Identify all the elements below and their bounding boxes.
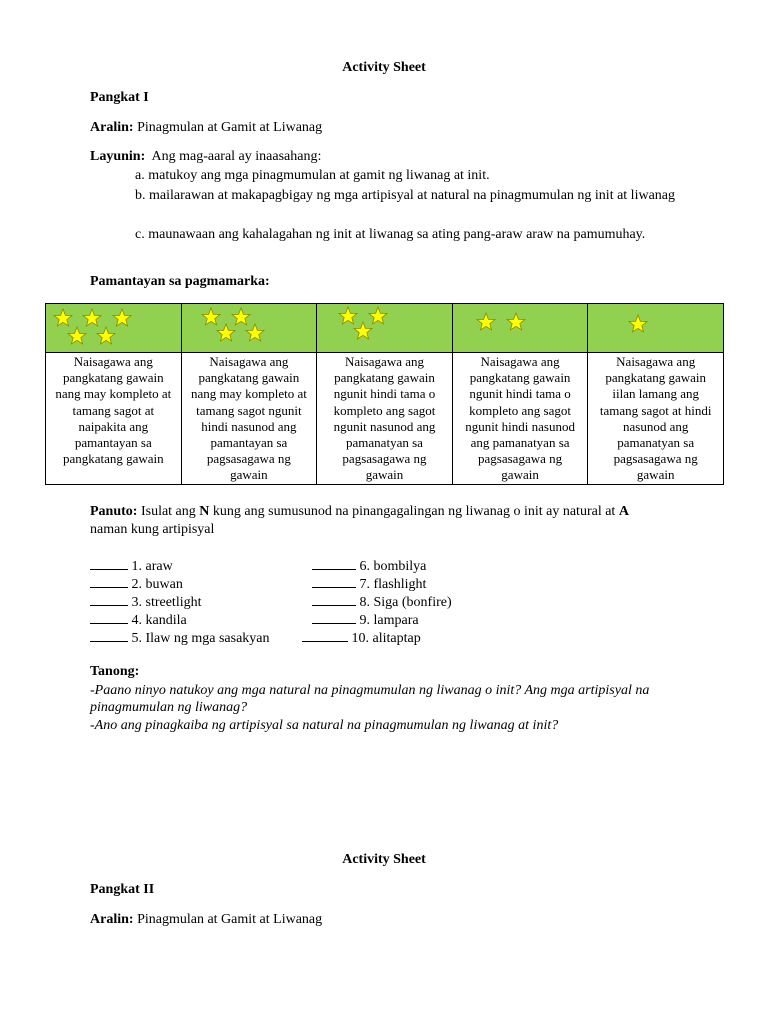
sheet1-lesson	[90, 119, 322, 137]
rubric-stars-cell-2	[452, 304, 588, 353]
answer-blank[interactable]	[312, 611, 356, 624]
rubric-desc-3: Naisagawa ang pangkatang gawain ngunit hindi tama o kompleto ang sagot ngunit nasunod ang pamanatyan sa pagsasagawa ng gawain	[317, 353, 453, 485]
question-1: -Paano ninyo natukoy ang mga natural na pinagmumulan ng liwanag o init? Ang mga artipisyal na pinagmumulan ng liwanag?	[90, 683, 650, 715]
rubric-stars-cell-5	[46, 304, 182, 353]
instruction-part2: kung ang sumusunod na pinangagalingan ng liwanag o init ay natural at	[212, 504, 616, 519]
rubric-desc-1: Naisagawa ang pangkatang gawain iilan lamang ang tamang sagot at hindi nasunod ang pamanatyan sa pagsasagawa ng gawain	[588, 353, 724, 485]
star-icon	[628, 314, 648, 334]
answer-blank[interactable]	[90, 557, 128, 570]
item-6: 6. bombilya	[312, 557, 426, 576]
rubric-table	[45, 303, 724, 485]
item-7: 7. flashlight	[312, 575, 426, 594]
question-2: -Ano ang pinagkaiba ng artipisyal sa natural na pinagmumulan ng liwanag at init?	[90, 718, 559, 733]
objective-intro: Ang mag-aaral ay inaasahang:	[151, 149, 322, 164]
instruction-part3: naman kung artipisyal	[90, 522, 215, 537]
rubric-label: Pamantayan sa pagmamarka:	[90, 274, 270, 289]
objective-b: b. mailarawan at makapagbigay ng mga artipisyal at natural na pinagmumulan ng init at liwanag	[135, 188, 675, 203]
lesson-label: Aralin:	[90, 120, 134, 135]
item-8: 8. Siga (bonfire)	[312, 593, 452, 612]
sheet2-lesson	[90, 911, 322, 929]
answer-blank[interactable]	[312, 557, 356, 570]
rubric-stars-row	[46, 304, 724, 353]
lesson-value: Pinagmulan at Gamit at Liwanag	[137, 120, 323, 135]
objective-a: a. matukoy ang mga pinagmumulan at gamit ng liwanag at init.	[135, 168, 490, 183]
question-label: Tanong:	[90, 664, 140, 679]
answer-blank[interactable]	[90, 575, 128, 588]
objective-c: c. maunawaan ang kahalagahan ng init at liwanag sa ating pang-araw araw na pamumuhay.	[135, 227, 646, 242]
item-9: 9. lampara	[312, 611, 419, 630]
rubric-stars-cell-1	[588, 304, 724, 353]
lesson-value: Pinagmulan at Gamit at Liwanag	[137, 912, 323, 927]
item-3: 3. streetlight	[90, 593, 202, 612]
star-icon	[53, 308, 73, 328]
answer-blank[interactable]	[312, 575, 356, 588]
item-1: 1. araw	[90, 557, 173, 576]
star-icon	[67, 326, 87, 346]
rubric-desc-2: Naisagawa ang pangkatang gawain ngunit hindi tama o kompleto ang sagot ngunit hindi nasunod ang pamanatyan sa pagsasagawa ng gawain	[452, 353, 588, 485]
answer-blank[interactable]	[90, 593, 128, 606]
star-icon	[506, 312, 526, 332]
item-10: 10. alitaptap	[302, 629, 421, 648]
answer-blank[interactable]	[302, 629, 348, 642]
instruction-part1: Isulat ang	[140, 504, 196, 519]
rubric-desc-5: Naisagawa ang pangkatang gawain nang may kompleto at tamang sagot at naipakita ang pamantayan sa pangkatang gawain	[46, 353, 182, 485]
sheet1-title: Activity Sheet	[342, 60, 426, 75]
item-2: 2. buwan	[90, 575, 183, 594]
answer-blank[interactable]	[90, 629, 128, 642]
instruction-line-1	[90, 503, 629, 521]
answer-blank[interactable]	[90, 611, 128, 624]
star-icon	[353, 321, 373, 341]
item-4: 4. kandila	[90, 611, 187, 630]
answer-blank[interactable]	[312, 593, 356, 606]
instruction-a: A	[618, 504, 629, 519]
rubric-stars-cell-3	[317, 304, 453, 353]
sheet1-objective-intro	[90, 148, 321, 166]
star-icon	[216, 323, 236, 343]
instruction-n: N	[199, 504, 210, 519]
sheet1-group: Pangkat I	[90, 90, 149, 105]
lesson-label: Aralin:	[90, 912, 134, 927]
rubric-desc-row	[46, 353, 724, 485]
star-icon	[96, 326, 116, 346]
rubric-stars-cell-4	[181, 304, 317, 353]
objective-label: Layunin:	[90, 149, 146, 164]
sheet2-group: Pangkat II	[90, 882, 155, 897]
sheet2-title: Activity Sheet	[342, 852, 426, 867]
star-icon	[82, 308, 102, 328]
rubric-desc-4: Naisagawa ang pangkatang gawain nang may kompleto at tamang sagot ngunit hindi nasunod ang pamantayan sa pagsasagawa ng gawain	[181, 353, 317, 485]
star-icon	[112, 308, 132, 328]
instruction-label: Panuto:	[90, 504, 138, 519]
star-icon	[476, 312, 496, 332]
star-icon	[245, 323, 265, 343]
item-5: 5. Ilaw ng mga sasakyan	[90, 629, 270, 648]
